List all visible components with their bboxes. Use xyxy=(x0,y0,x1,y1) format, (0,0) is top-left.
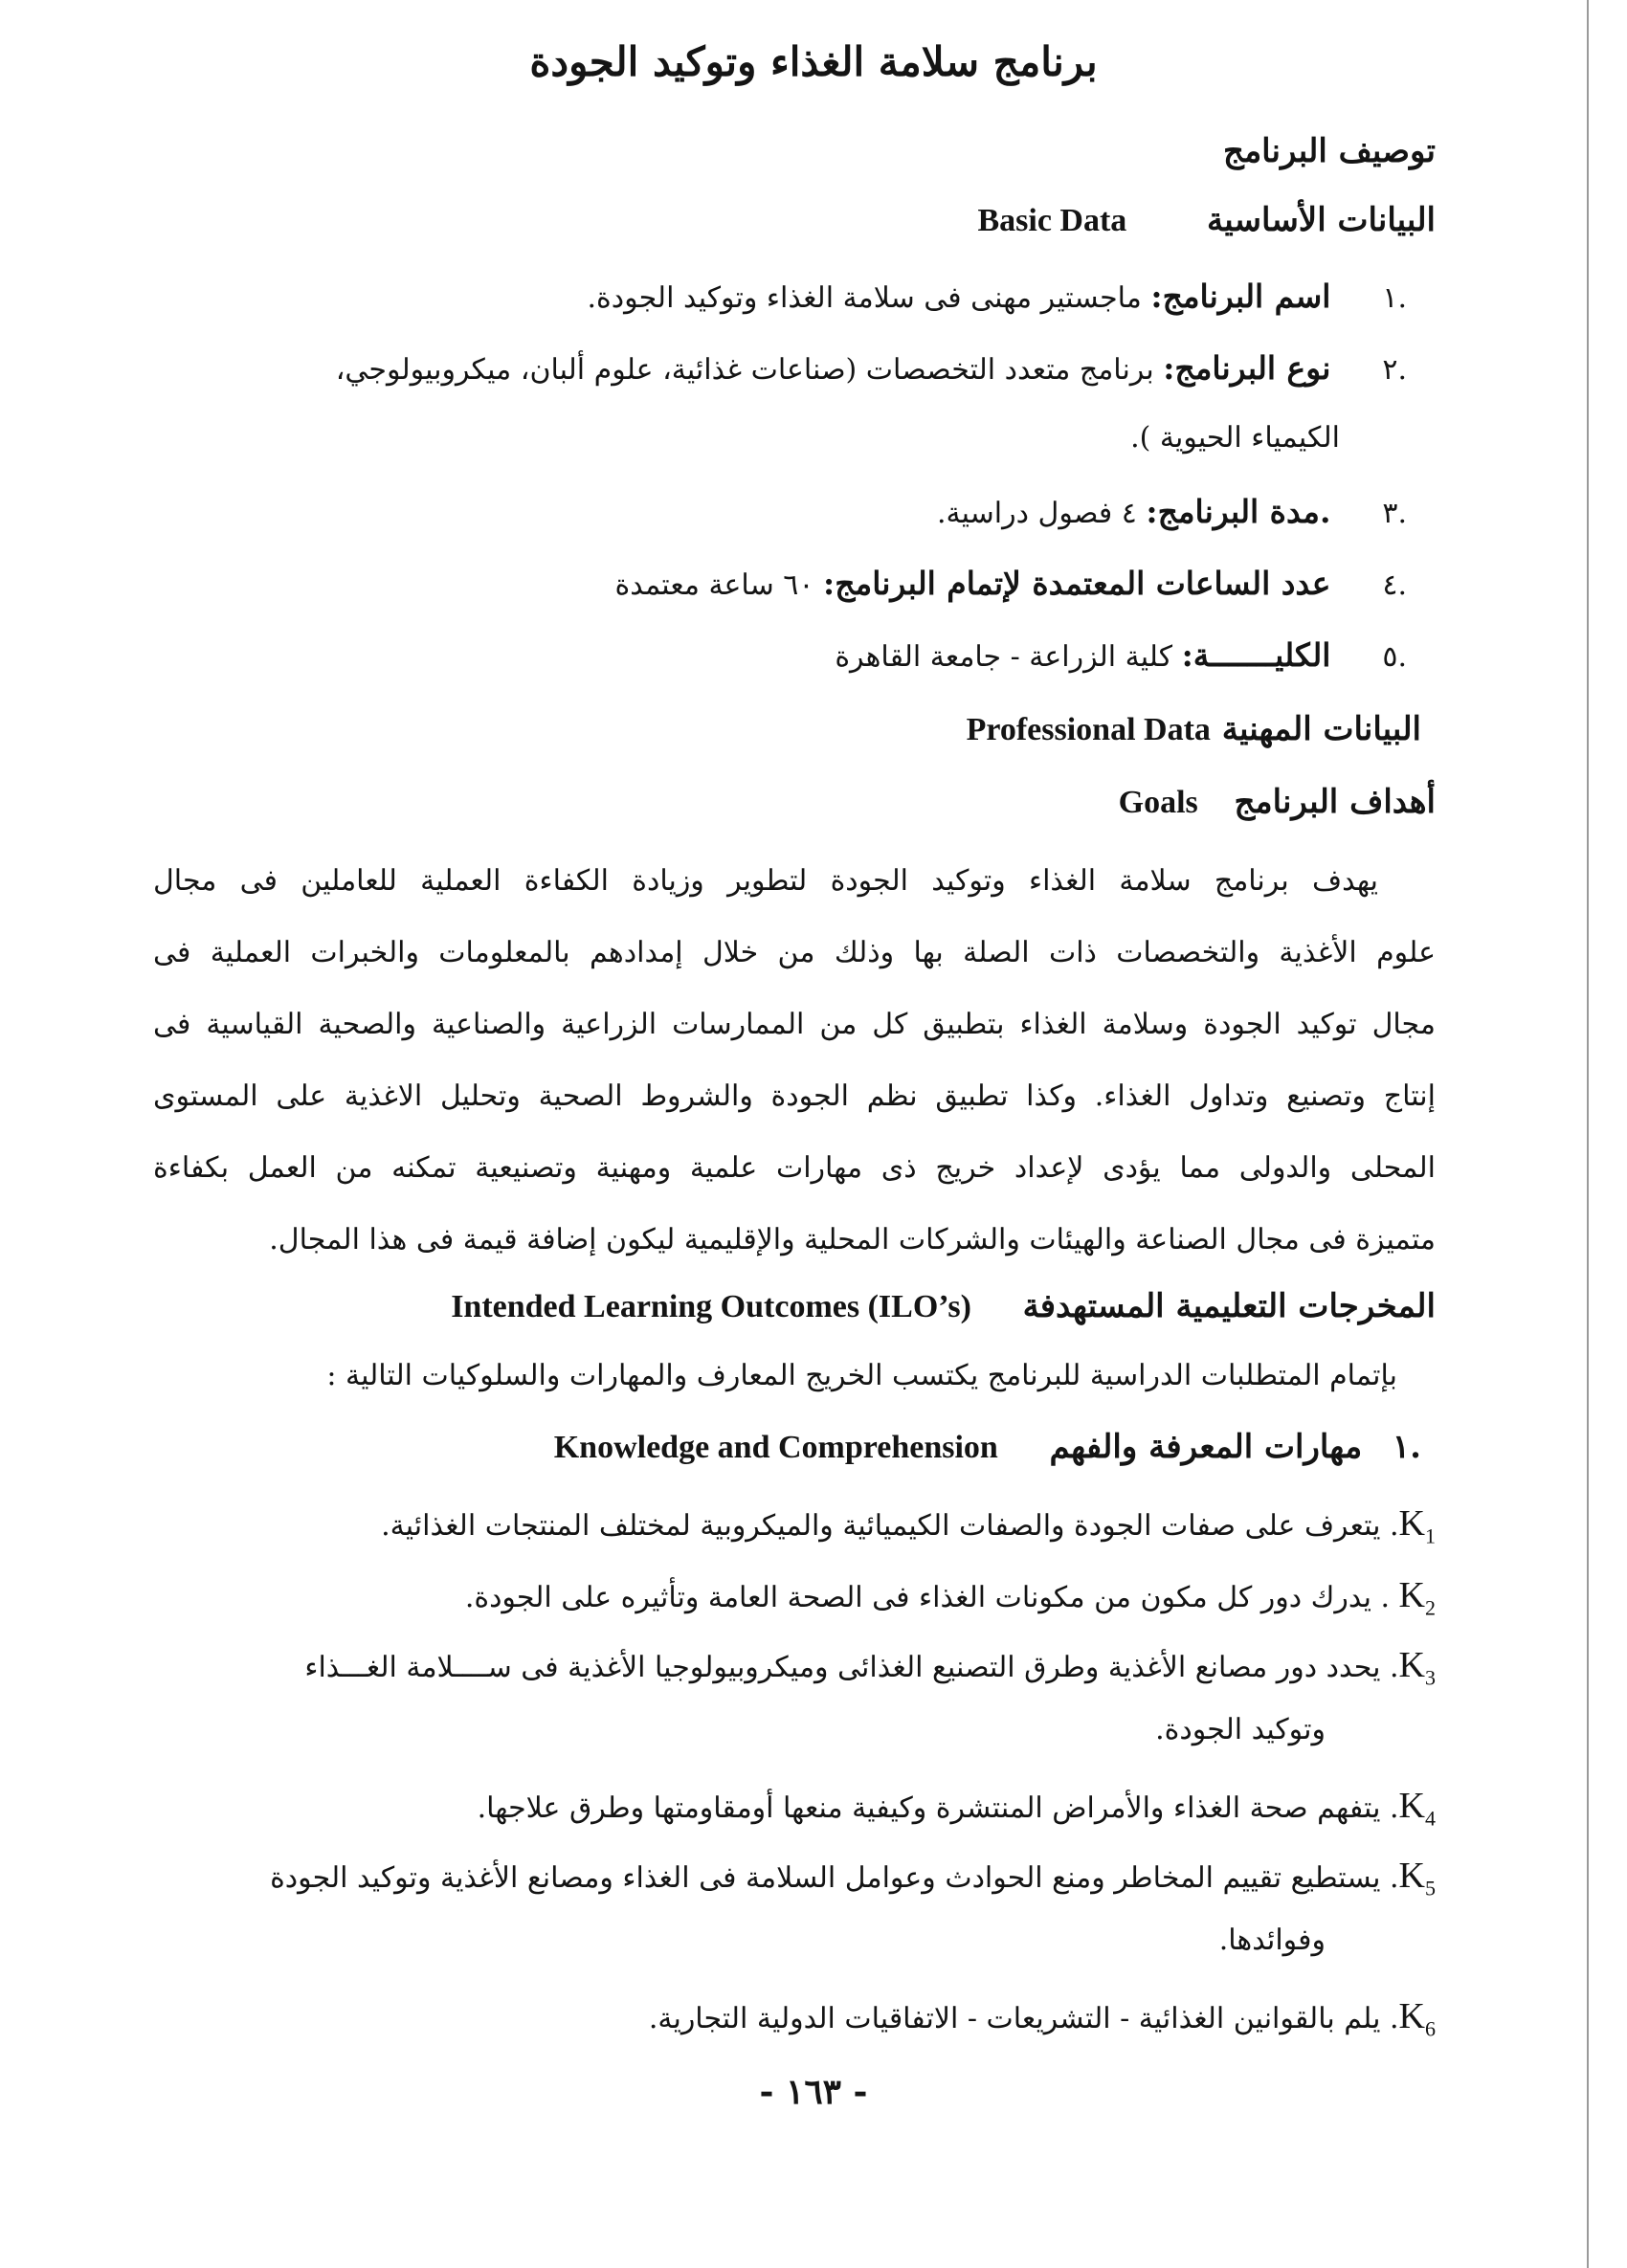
item-number: .٢ xyxy=(1382,353,1407,387)
knowledge-section-heading xyxy=(554,1428,1421,1466)
basic-data-heading-ar: البيانات الأساسية xyxy=(1206,201,1436,239)
item-label: عدد الساعات المعتمدة لإتمام البرنامج: xyxy=(823,565,1331,602)
ilo-text: . يتعرف على صفات الجودة والصفات الكيميائية والميكروبية لمختلف المنتجات الغذائية. xyxy=(381,1509,1399,1543)
ilo-text: . يحدد دور مصانع الأغذية وطرق التصنيع الغذائى وميكروبيولوجيا الأغذية فى ســــلامة الغـــذاء xyxy=(304,1651,1399,1684)
professional-data-heading xyxy=(967,710,1421,748)
ilo-k6 xyxy=(649,1995,1436,2042)
item-number: .١ xyxy=(1382,281,1407,315)
paragraph-line: علوم الأغذية والتخصصات ذات الصلة بها وذلك من خلال إمدادهم بالمعلومات والخبرات العملية فى xyxy=(153,936,1436,969)
ilo-code: $K_1$ xyxy=(1398,1503,1436,1548)
item-label: .مدة البرنامج: xyxy=(1146,493,1331,530)
ilo-k5 xyxy=(270,1855,1436,1901)
page-title: برنامج سلامة الغذاء وتوكيد الجودة xyxy=(529,38,1098,85)
knowledge-heading-en: Knowledge and Comprehension xyxy=(553,1430,998,1465)
item-label: الكليـــــــة: xyxy=(1181,636,1331,674)
ilo-code: $K_4$ xyxy=(1398,1786,1436,1831)
page-number: - ١٦٣ - xyxy=(759,2072,868,2112)
item-value: كلية الزراعة - جامعة القاهرة xyxy=(835,640,1173,674)
ilo-text: . يلم بالقوانين الغذائية - التشريعات - الاتفاقيات الدولية التجارية. xyxy=(648,2002,1399,2035)
knowledge-heading-ar: مهارات المعرفة والفهم xyxy=(1049,1428,1363,1466)
ilo-k3-continuation: وتوكيد الجودة. xyxy=(1155,1713,1326,1746)
ilo-k4 xyxy=(478,1785,1436,1832)
ilos-intro: بإتمام المتطلبات الدراسية للبرنامج يكتسب الخريج المعارف والمهارات والسلوكيات التالية : xyxy=(326,1359,1397,1392)
basic-data-item-type-continuation: الكيمياء الحيوية ). xyxy=(1130,421,1340,455)
ilo-k2 xyxy=(465,1574,1436,1621)
item-value: ماجستير مهنى فى سلامة الغذاء وتوكيد الجودة. xyxy=(587,281,1142,315)
goals-paragraph xyxy=(153,845,1436,1276)
ilos-heading xyxy=(451,1287,1436,1325)
ilo-code: $K_6$ xyxy=(1398,1996,1436,2041)
item-label: اسم البرنامج: xyxy=(1150,278,1331,315)
item-value: ٦٠ ساعة معتمدة xyxy=(614,568,814,602)
professional-data-heading-ar: البيانات المهنية xyxy=(1221,710,1421,748)
ilos-heading-ar: المخرجات التعليمية المستهدفة xyxy=(1022,1287,1436,1325)
basic-data-item-faculty xyxy=(835,636,1407,674)
goals-heading xyxy=(1119,783,1436,821)
item-number: .٥ xyxy=(1382,640,1407,674)
basic-data-heading-en: Basic Data xyxy=(977,203,1127,238)
goals-heading-ar: أهداف البرنامج xyxy=(1234,783,1436,821)
paragraph-line: المحلى والدولى مما يؤدى لإعداد خريج ذى مهارات علمية ومهنية وتصنيعية تمكنه من العمل بكفاءة xyxy=(153,1151,1436,1185)
ilo-k1 xyxy=(381,1502,1436,1549)
ilo-text: . يتفهم صحة الغذاء والأمراض المنتشرة وكيفية منعها أومقاومتها وطرق علاجها. xyxy=(477,1791,1399,1825)
scan-edge-line xyxy=(1587,0,1589,2268)
basic-data-item-name xyxy=(587,278,1407,315)
basic-data-item-duration xyxy=(937,493,1407,530)
ilo-text: . يدرك دور كل مكون من مكونات الغذاء فى الصحة العامة وتأثيره على الجودة. xyxy=(464,1581,1399,1614)
basic-data-item-credit-hours xyxy=(615,565,1408,602)
ilos-heading-en: Intended Learning Outcomes (ILO’s) xyxy=(451,1289,971,1324)
ilo-code: $K_3$ xyxy=(1398,1645,1436,1690)
goals-heading-en: Goals xyxy=(1118,785,1198,820)
ilo-k3 xyxy=(304,1644,1436,1691)
ilo-code: $K_2$ xyxy=(1398,1575,1436,1620)
ilo-text: . يستطيع تقييم المخاطر ومنع الحوادث وعوامل السلامة فى الغذاء ومصانع الأغذية وتوكيد الجودة xyxy=(270,1861,1399,1895)
basic-data-item-type xyxy=(336,349,1407,387)
ilo-code: $K_5$ xyxy=(1398,1856,1436,1901)
item-number: .٣ xyxy=(1382,497,1407,530)
professional-data-heading-en: Professional Data xyxy=(966,712,1211,747)
basic-data-heading xyxy=(977,201,1436,239)
item-value: برنامج متعدد التخصصات (صناعات غذائية، علوم ألبان، ميكروبيولوجي، xyxy=(335,353,1154,387)
item-label: نوع البرنامج: xyxy=(1163,349,1331,387)
section-number: .١ xyxy=(1392,1428,1421,1466)
item-number: .٤ xyxy=(1382,568,1407,602)
item-value: ٤ فصول دراسية. xyxy=(937,497,1137,530)
paragraph-line: متميزة فى مجال الصناعة والهيئات والشركات المحلية والإقليمية ليكون إضافة قيمة فى هذا المجال. xyxy=(269,1223,1436,1256)
paragraph-line: يهدف برنامج سلامة الغذاء وتوكيد الجودة لتطوير وزيادة الكفاءة العملية للعاملين فى مجال xyxy=(153,864,1378,898)
paragraph-line: مجال توكيد الجودة وسلامة الغذاء بتطبيق كل من الممارسات الزراعية والصناعية والصحية القياسية فى xyxy=(153,1008,1436,1041)
ilo-k5-continuation: وفوائدها. xyxy=(1218,1923,1326,1957)
program-description-heading: توصيف البرنامج xyxy=(1223,132,1436,170)
paragraph-line: إنتاج وتصنيع وتداول الغذاء. وكذا تطبيق نظم الجودة والشروط الصحية وتحليل الاغذية على المستوى xyxy=(153,1079,1436,1113)
